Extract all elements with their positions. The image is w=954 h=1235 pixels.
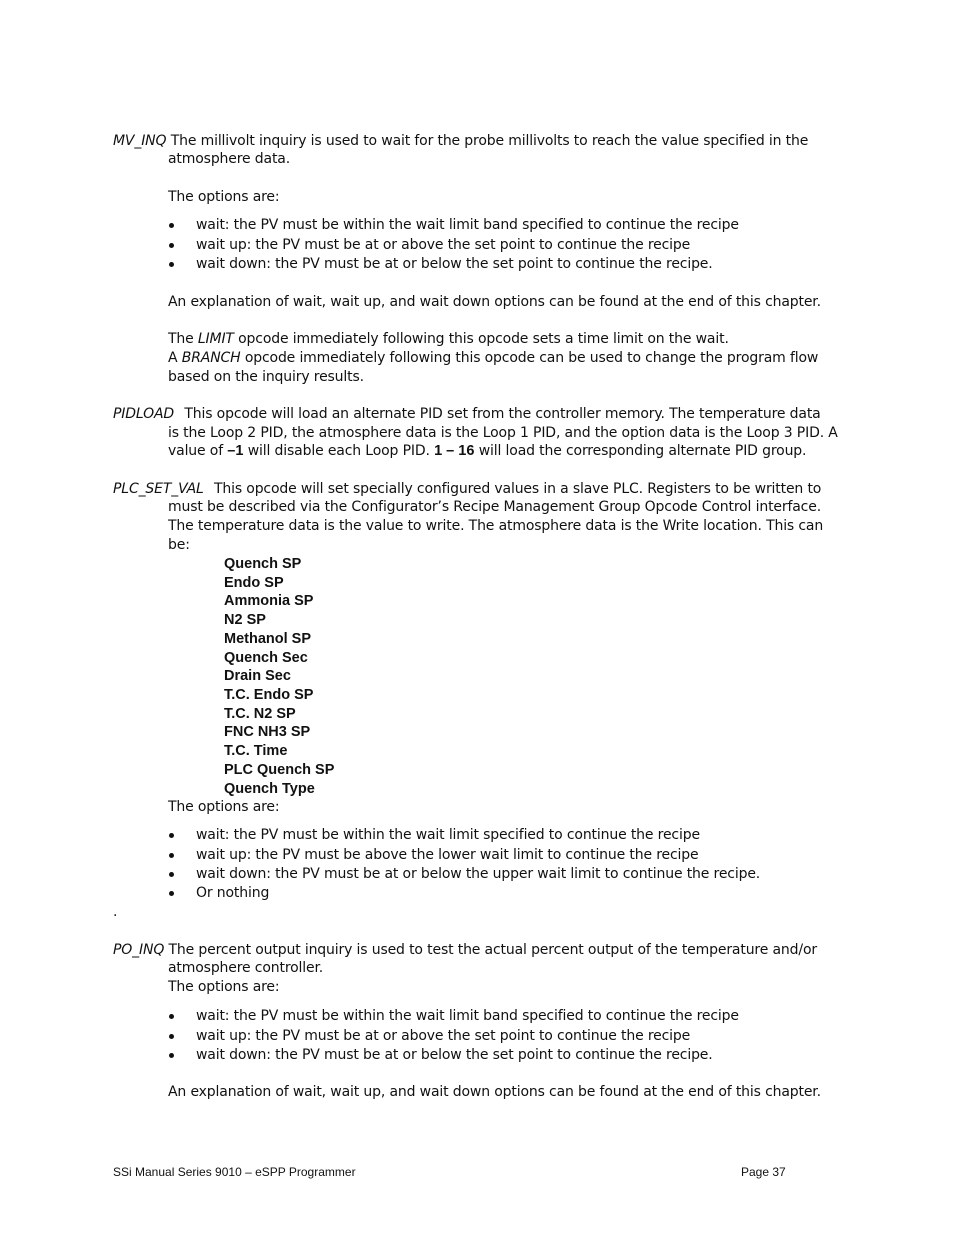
- mv-inq-branch-line2: based on the inquiry results.: [168, 369, 364, 385]
- pidload-line3: [168, 442, 806, 460]
- branch-term: BRANCH: [181, 350, 241, 366]
- mv-inq-explanation: An explanation of wait, wait up, and wait down options can be found at the end of this chapter.: [168, 294, 821, 310]
- po-inq-term: PO_INQ: [113, 942, 165, 958]
- bullet-icon: [168, 846, 176, 864]
- pidload-paragraph: [113, 405, 821, 423]
- mv-inq-option: wait up: the PV must be at or above the set point to continue the recipe: [196, 237, 691, 253]
- plc-location-item: N2 SP: [224, 612, 266, 628]
- plc-location-item: PLC Quench SP: [224, 762, 335, 778]
- plc-location-item: Ammonia SP: [224, 593, 314, 609]
- mv-inq-desc-line1: The millivolt inquiry is used to wait for the probe millivolts to reach the value specified in the: [170, 133, 809, 149]
- mv-inq-branch-line: [168, 349, 818, 367]
- pidload-line1: This opcode will load an alternate PID set from the controller memory. The temperature data: [184, 406, 821, 422]
- plc-set-val-line1: This opcode will set specially configured values in a slave PLC. Registers to be written to: [213, 481, 822, 497]
- plc-location-item: Methanol SP: [224, 631, 312, 647]
- bullet-icon: [168, 1027, 176, 1045]
- po-inq-explanation: An explanation of wait, wait up, and wait down options can be found at the end of this chapter.: [168, 1084, 821, 1100]
- plc-location-item: T.C. Endo SP: [224, 687, 314, 703]
- plc-set-val-option: wait down: the PV must be at or below the upper wait limit to continue the recipe.: [196, 866, 761, 882]
- bullet-icon: [168, 1007, 176, 1025]
- po-inq-option: wait down: the PV must be at or below the set point to continue the recipe.: [196, 1047, 713, 1063]
- bullet-icon: [168, 236, 176, 254]
- po-inq-desc-line2: atmosphere controller.: [168, 960, 324, 976]
- po-inq-options-label: The options are:: [168, 979, 280, 995]
- pidload-line2: is the Loop 2 PID, the atmosphere data is the Loop 1 PID, and the option data is the Loop 3 PID. A: [168, 425, 838, 441]
- plc-location-item: T.C. Time: [224, 743, 288, 759]
- pidload-line3-pre: value of: [168, 443, 228, 459]
- plc-set-val-option: Or nothing: [196, 885, 270, 901]
- po-inq-option: wait: the PV must be within the wait limit band specified to continue the recipe: [196, 1008, 739, 1024]
- limit-pre: The: [168, 331, 198, 347]
- bullet-icon: [168, 865, 176, 883]
- branch-pre: A: [168, 350, 182, 366]
- footer-page-number: Page 37: [741, 1165, 786, 1179]
- stray-period: .: [113, 904, 118, 920]
- plc-location-item: Endo SP: [224, 575, 284, 591]
- plc-set-val-term: PLC_SET_VAL: [113, 481, 204, 497]
- plc-set-val-options-label: The options are:: [168, 799, 280, 815]
- po-inq-paragraph: [113, 941, 817, 959]
- po-inq-option: wait up: the PV must be at or above the set point to continue the recipe: [196, 1028, 691, 1044]
- bullet-icon: [168, 255, 176, 273]
- branch-post: opcode immediately following this opcode can be used to change the program flow: [240, 350, 819, 366]
- po-inq-desc-line1: The percent output inquiry is used to test the actual percent output of the temperature and/or: [168, 942, 817, 958]
- pidload-line3-mid: will disable each Loop PID.: [243, 443, 435, 459]
- mv-inq-desc-line2: atmosphere data.: [168, 151, 291, 167]
- limit-term: LIMIT: [197, 331, 234, 347]
- mv-inq-option: wait down: the PV must be at or below the set point to continue the recipe.: [196, 256, 713, 272]
- plc-location-item: Quench Sec: [224, 650, 308, 666]
- mv-inq-paragraph: [113, 132, 808, 150]
- plc-set-val-option: wait: the PV must be within the wait limit specified to continue the recipe: [196, 827, 700, 843]
- plc-location-item: Drain Sec: [224, 668, 291, 684]
- bullet-icon: [168, 826, 176, 844]
- footer-title: SSi Manual Series 9010 – eSPP Programmer: [113, 1165, 356, 1179]
- pidload-disable-value: –1: [227, 443, 244, 459]
- limit-post: opcode immediately following this opcode sets a time limit on the wait.: [233, 331, 729, 347]
- plc-location-item: Quench SP: [224, 556, 302, 572]
- bullet-icon: [168, 884, 176, 902]
- plc-location-item: FNC NH3 SP: [224, 724, 311, 740]
- plc-set-val-line2: must be described via the Configurator’s Recipe Management Group Opcode Control interface.: [168, 499, 821, 515]
- plc-set-val-option: wait up: the PV must be above the lower wait limit to continue the recipe: [196, 847, 699, 863]
- pidload-line3-post: will load the corresponding alternate PID group.: [474, 443, 807, 459]
- mv-inq-term: MV_INQ: [113, 133, 167, 149]
- bullet-icon: [168, 216, 176, 234]
- plc-location-item: T.C. N2 SP: [224, 706, 296, 722]
- pidload-range-value: 1 – 16: [434, 443, 475, 459]
- plc-set-val-line3: The temperature data is the value to write. The atmosphere data is the Write location. This can: [168, 518, 824, 534]
- mv-inq-limit-line: [168, 330, 729, 348]
- plc-set-val-line4: be:: [168, 537, 190, 553]
- bullet-icon: [168, 1046, 176, 1064]
- mv-inq-option: wait: the PV must be within the wait limit band specified to continue the recipe: [196, 217, 739, 233]
- plc-set-val-paragraph: [113, 480, 821, 498]
- pidload-term: PIDLOAD: [113, 406, 175, 422]
- mv-inq-options-label: The options are:: [168, 189, 280, 205]
- plc-location-item: Quench Type: [224, 781, 315, 797]
